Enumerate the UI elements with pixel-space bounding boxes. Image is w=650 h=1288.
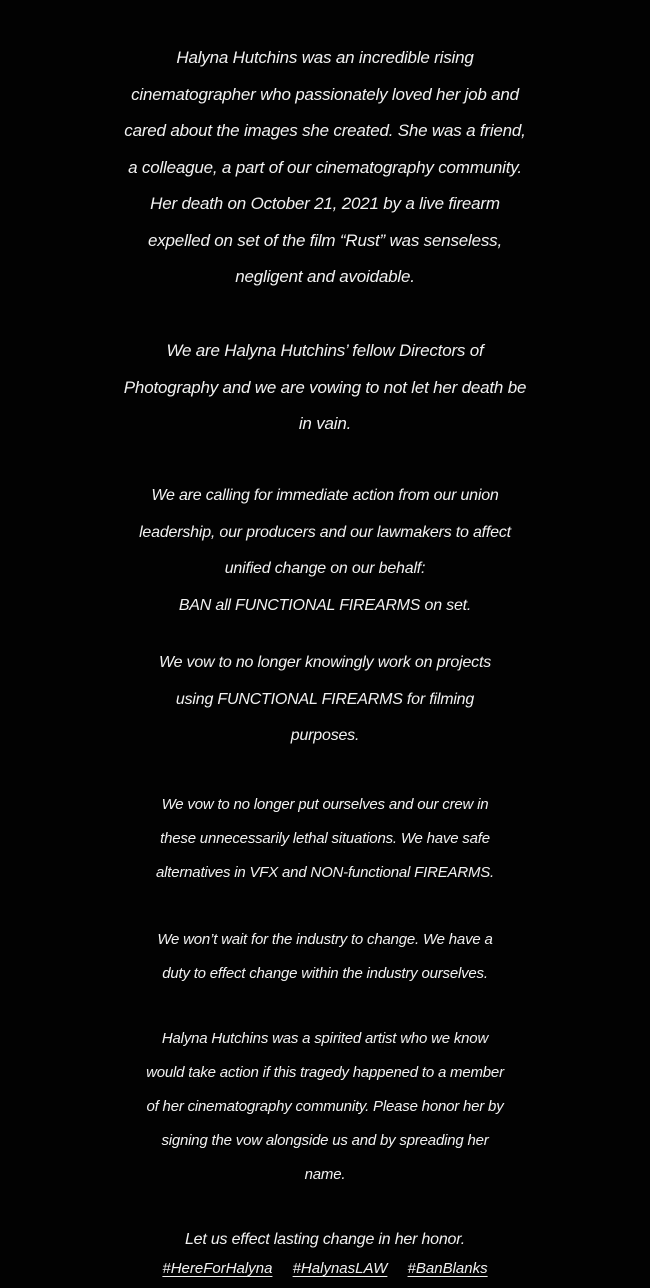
hashtag-link[interactable]: #HalynasLAW xyxy=(292,1260,388,1277)
paragraph-vow-crew: We vow to no longer put ourselves and our crew in these unnecessarily lethal situations. We have safe alternatives in VFX and NON-functional FIREARMS. xyxy=(155,796,495,881)
paragraph-closing: Let us effect lasting change in her honor. xyxy=(184,1231,466,1248)
paragraph-honor: Halyna Hutchins was a spirited artist who we know would take action if this tragedy happened to a member of her cinematography community. Please honor her by signing the vow alongside us and by spreading her name. xyxy=(146,1030,504,1183)
paragraph-vow-projects: We vow to no longer knowingly work on projects using FUNCTIONAL FIREARMS for filming purposes. xyxy=(158,654,491,744)
paragraph-vow-intro: We are Halyna Hutchins’ fellow Directors of Photography and we are vowing to not let her death be in vain. xyxy=(123,341,527,433)
hashtag-row xyxy=(0,1259,650,1279)
paragraph-call-to-action: We are calling for immediate action from our union leadership, our producers and our lawmakers to affect unified change on our behalf: BAN all FUNCTIONAL FIREARMS on set. xyxy=(139,487,511,614)
paragraph-industry-change: We won’t wait for the industry to change. We have a duty to effect change within the industry ourselves. xyxy=(157,931,493,982)
hashtag-link[interactable]: #HereForHalyna xyxy=(162,1260,273,1277)
paragraph-tribute: Halyna Hutchins was an incredible rising cinematographer who passionately loved her job and cared about the images she created. She was a friend, a colleague, a part of our cinematography community. Her death on October 21, 2021 by a live firearm expelled on set of the film “Rust” was senseless, negligent and avoidable. xyxy=(124,48,526,286)
hashtag-link[interactable]: #BanBlanks xyxy=(407,1260,488,1277)
